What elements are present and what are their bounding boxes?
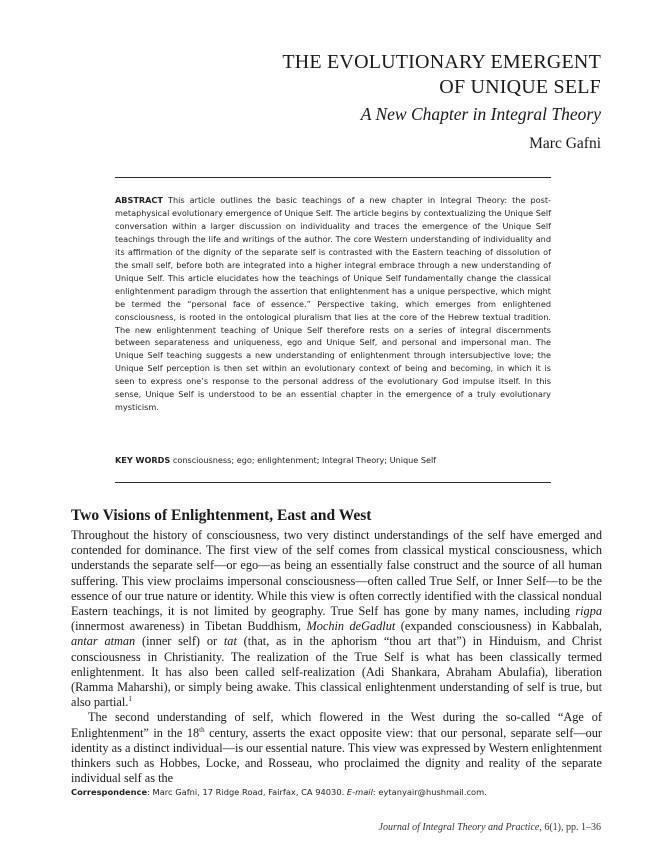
ordinal-superscript: th xyxy=(199,725,205,734)
footnote-marker[interactable]: 1 xyxy=(128,695,132,704)
journal-footer xyxy=(379,822,601,833)
term-mochin-degadlut: Mochin deGadlut xyxy=(306,619,396,634)
article-subtitle: A New Chapter in Integral Theory xyxy=(360,104,601,124)
author-name: Marc Gafni xyxy=(529,135,601,152)
abstract-text: This article outlines the basic teachings of a new chapter in Integral Theory: the post-metaphysical evolutionary emergence of Unique Self. The article begins by contextualizing the Unique Self conversation within a larger discussion on individuality and traces the emergence of the Unique Self teachings through the life and writings of the author. The core Western understanding of individuality and its affirmation of the dignity of the separate self is contrasted with the Eastern teaching of dissolution of the small self, before both are integrated into a higher integral embrace through a new understanding of Unique Self. This article elucidates how the teachings of Unique Self fundamentally change the classical enlightenment paradigm through the assertion that enlightenment has a unique perspective, which might be termed the “personal face of essence.” Perspective taking, which emerges from enlightened consciousness, is rooted in the ontological pluralism that lies at the core of the Hebrew textual tradition. The new enlightenment teaching of Unique Self therefore rests on a series of integral discernments between separateness and uniqueness, ego and Unique Self, and personal and impersonal man. The Unique Self teaching suggests a new understanding of enlightenment through intersubjective love; the Unique Self perception is then set within an evolutionary context of being and becoming, in which it is seen to express one’s response to the personal address of the evolutionary God impulse itself. In this sense, Unique Self is understood to be an essential chapter in the emergence of a truly evolutionary mysticism. xyxy=(115,195,551,413)
correspondence-label: Correspondence xyxy=(71,787,148,797)
term-antar-atman: antar atman xyxy=(71,634,136,649)
paragraph-2 xyxy=(71,710,602,786)
term-tat: tat xyxy=(223,634,237,649)
correspondence xyxy=(71,787,487,797)
p2-text-a: The second understanding of self, which flowered in the West during the so-called “Age of Enlightenment” in the 18 xyxy=(71,710,602,740)
p1-text-b: (innermost awareness) in Tibetan Buddhism, xyxy=(71,619,307,634)
keywords-label: KEY WORDS xyxy=(115,455,171,465)
email-address[interactable]: : eytanyair@hushmail.com. xyxy=(372,787,487,797)
journal-name: Journal of Integral Theory and Practice xyxy=(378,822,540,833)
abstract-label: ABSTRACT xyxy=(115,195,163,205)
email-label: E-mail xyxy=(346,787,373,797)
p1-text-e: (that, as in the aphorism “thou art that”) in Hinduism, and Christ consciousness in Christianity. The realization of the True Self is what has been classically termed enlightenment. It has also been called self-realization (Adi Shankara, Abraham Abulafia), liberation (Ramma Maharshi), or simply being awake. This classical enlightenment understanding of self is true, but also partial. xyxy=(71,634,602,710)
abstract-bottom-rule xyxy=(115,482,551,483)
p1-text-c: (expanded consciousness) in Kabbalah, xyxy=(395,619,602,634)
journal-pages: , 6(1), pp. 1–36 xyxy=(539,822,601,833)
abstract-top-rule xyxy=(115,177,551,178)
p1-text-d: (inner self) or xyxy=(135,634,224,649)
abstract xyxy=(115,194,551,414)
keywords-text: consciousness; ego; enlightenment; Integral Theory; Unique Self xyxy=(172,455,437,465)
section-heading: Two Visions of Enlightenment, East and West xyxy=(71,507,372,524)
paragraph-1 xyxy=(71,528,602,710)
title-line-2: OF UNIQUE SELF xyxy=(439,76,601,98)
keywords xyxy=(115,454,551,466)
title-line-1: THE EVOLUTIONARY EMERGENT xyxy=(282,51,601,73)
article-title xyxy=(282,50,601,100)
p1-text-a: Throughout the history of consciousness, two very distinct understandings of the self have emerged and contended for dominance. The first view of the self comes from classical mystical consciousness, which understands the separate self—or ego—as being an essentially false construct and the source of all human suffering. This view proclaims impersonal consciousness—often called True Self, or Inner Self—to be the essence of our true nature or identity. While this view is often correctly identified with the classical nondual Eastern teachings, it is not limited by geography. True Self has gone by many names, including xyxy=(71,528,602,619)
term-rigpa: rigpa xyxy=(575,604,602,619)
body-text xyxy=(71,528,602,786)
correspondence-address: : Marc Gafni, 17 Ridge Road, Fairfax, CA 94030. xyxy=(147,787,347,797)
p2-text-b: century, asserts the exact opposite view: that our personal, separate self—our identity as a distinct individual—is our essential nature. This view was expressed by Western enlightenment thinkers such as Hobbes, Locke, and Rosseau, who proclaimed the dignity and reality of the separate individual self as the xyxy=(71,725,603,786)
